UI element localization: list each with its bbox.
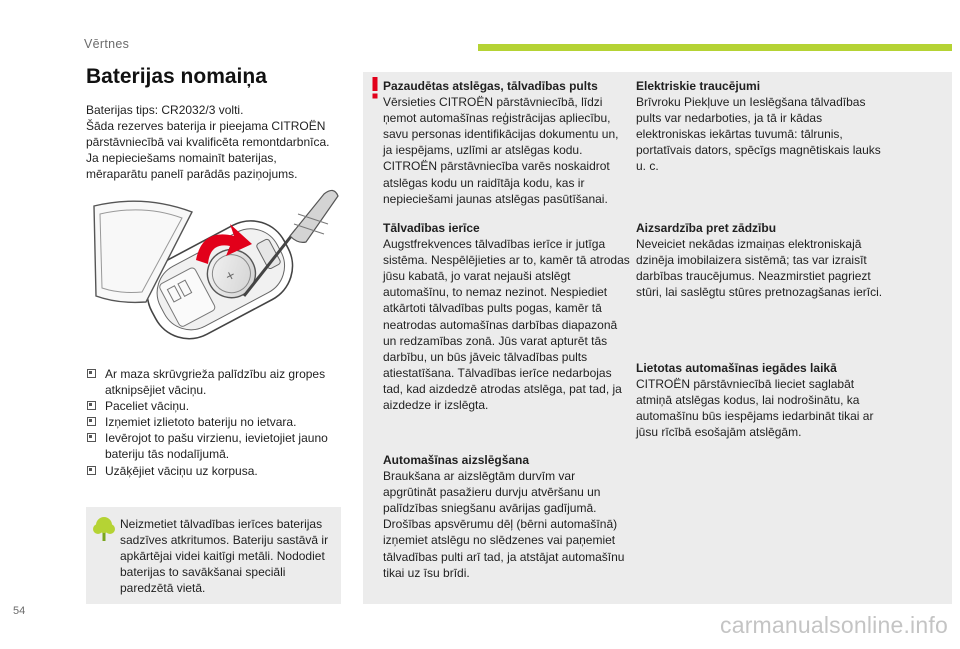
warning-used-vehicle [636,360,886,440]
warning-heading: Tālvadības ierīce [383,221,480,235]
checkbox-bullet-icon [87,417,96,426]
intro-text [86,102,341,182]
tree-icon [92,516,116,542]
list-item: Ievērojot to pašu virzienu, ievietojiet jauno bateriju tās nodalījumā. [86,430,341,462]
warning-electrical-interference [636,78,886,175]
warning-text: Neveiciet nekādas izmaiņas elektroniskajā dzinēja imobilaizera sistēmā; tas var izraisīt darbības traucējumus. Neazmirstiet pagriezt stūri, lai saslēgtu stūres pretnozagšanas ierīci. [636,237,883,300]
warning-panel [363,72,952,604]
intro-line: mēraparātu panelī parādās paziņojums. [86,167,298,182]
environment-note-text: Neizmetiet tālvadības ierīces baterijas sadzīves atkritumos. Bateriju sastāvā ir apkārtējai videi kaitīgi metāli. Nododiet baterijas to savākšanai speciāli paredzētā vietā. [120,517,329,596]
checkbox-bullet-icon [87,433,96,442]
intro-line: Ja nepieciešams nomainīt baterijas, [86,151,277,166]
checkbox-bullet-icon [87,466,96,475]
page-number: 54 [13,605,26,617]
replacement-steps [86,366,341,479]
section-accent-bar [478,44,952,51]
warning-text: Vērsieties CITROËN pārstāvniecībā, līdzi ņemot automašīnas reģistrācijas apliecību, savu personas identifikācijas dokumentu un, ja iespējams, uzlīmi ar atslēgas kodu. CITROËN pārstāvniecība varēs noskaidrot atslēgas kodu un raidītāja kodu, kas ir nepieciešami jaunas atslēgas pasūtīšanai. [383,95,619,206]
warning-heading: Aizsardzība pret zādzību [636,221,777,235]
intro-line: Šāda rezerves baterija ir pieejama CITROËN [86,119,326,134]
warning-heading: Lietotas automašīnas iegādes laikā [636,361,837,375]
warning-heading: Elektriskie traucējumi [636,79,761,93]
warning-text: CITROËN pārstāvniecībā lieciet saglabāt atmiņā atslēgas kodus, lai nodrošinātu, ka automašīnu būs iespējams iedarbināt tikai ar jūsu rīcībā esošajām atslēgām. [636,377,874,440]
intro-line: pārstāvniecībā vai kvalificēta remontdarbnīca. [86,135,330,150]
svg-text:+: + [222,266,238,285]
page-title: Baterijas nomaiņa [86,65,267,88]
warning-anti-theft [636,220,886,300]
checkbox-bullet-icon [87,401,96,410]
warning-remote-control [383,220,631,413]
warning-heading: Pazaudētas atslēgas, tālvadības pults [383,79,598,93]
list-item: Paceliet vāciņu. [86,398,341,414]
warning-lost-keys [383,78,631,207]
warning-text: Braukšana ar aizslēgtām durvīm var apgrūtināt pasažieru durvju atvēršanu un palīdzības sniegšanu avārijas gadījumā. Drošības apsvērumu dēļ (bērni automašīnā) izņemiet atslēgu no slēdzenes vai paņemiet tālvadības pulti arī tad, ja atstājat automašīnu tikai uz īsu brīdi. [383,469,625,580]
list-item: Ar maza skrūvgrieža palīdzību aiz gropes atknipsējiet vāciņu. [86,366,341,398]
section-title: Vērtnes [84,37,130,51]
warning-exclamation-icon [369,77,381,99]
intro-line: Baterijas tips: CR2032/3 volti. [86,103,244,117]
checkbox-bullet-icon [87,369,96,378]
key-battery-illustration [84,184,340,364]
warning-heading: Automašīnas aizslēgšana [383,453,530,467]
environment-note [86,507,341,604]
warning-text: Brīvroku Piekļuve un Ieslēgšana tālvadības pults var nedarboties, ja tā ir kādas elektroniskas iekārtas tuvumā: tālrunis, portatīvais dators, spēcīgs magnētiskais lauks u. c. [636,95,881,174]
list-item: Uzāķējiet vāciņu uz korpusa. [86,463,341,479]
warning-text: Augstfrekvences tālvadības ierīce ir jutīga sistēma. Nespēlējieties ar to, kamēr tā atrodas jūsu kabatā, jo varat nejauši atslēgt automašīnu, to nemaz nezinot. Nespiediet atkārtoti tālvadības pults pogas, kamēr tā neatrodas automašīnas darbības diapazonā un redzamības zonā. Jūs varat apturēt tās darbību, un būs jāveic tālvadības pults atiestatīšana. Tālvadības ierīce nedarbojas tad, kad aizdedzē atrodas atslēga, pat tad, ja aizdedze ir izslēgta. [383,237,630,413]
list-item: Izņemiet izlietoto bateriju no ietvara. [86,414,341,430]
watermark: carmanualsonline.info [720,612,948,638]
warning-vehicle-locking [383,452,631,581]
